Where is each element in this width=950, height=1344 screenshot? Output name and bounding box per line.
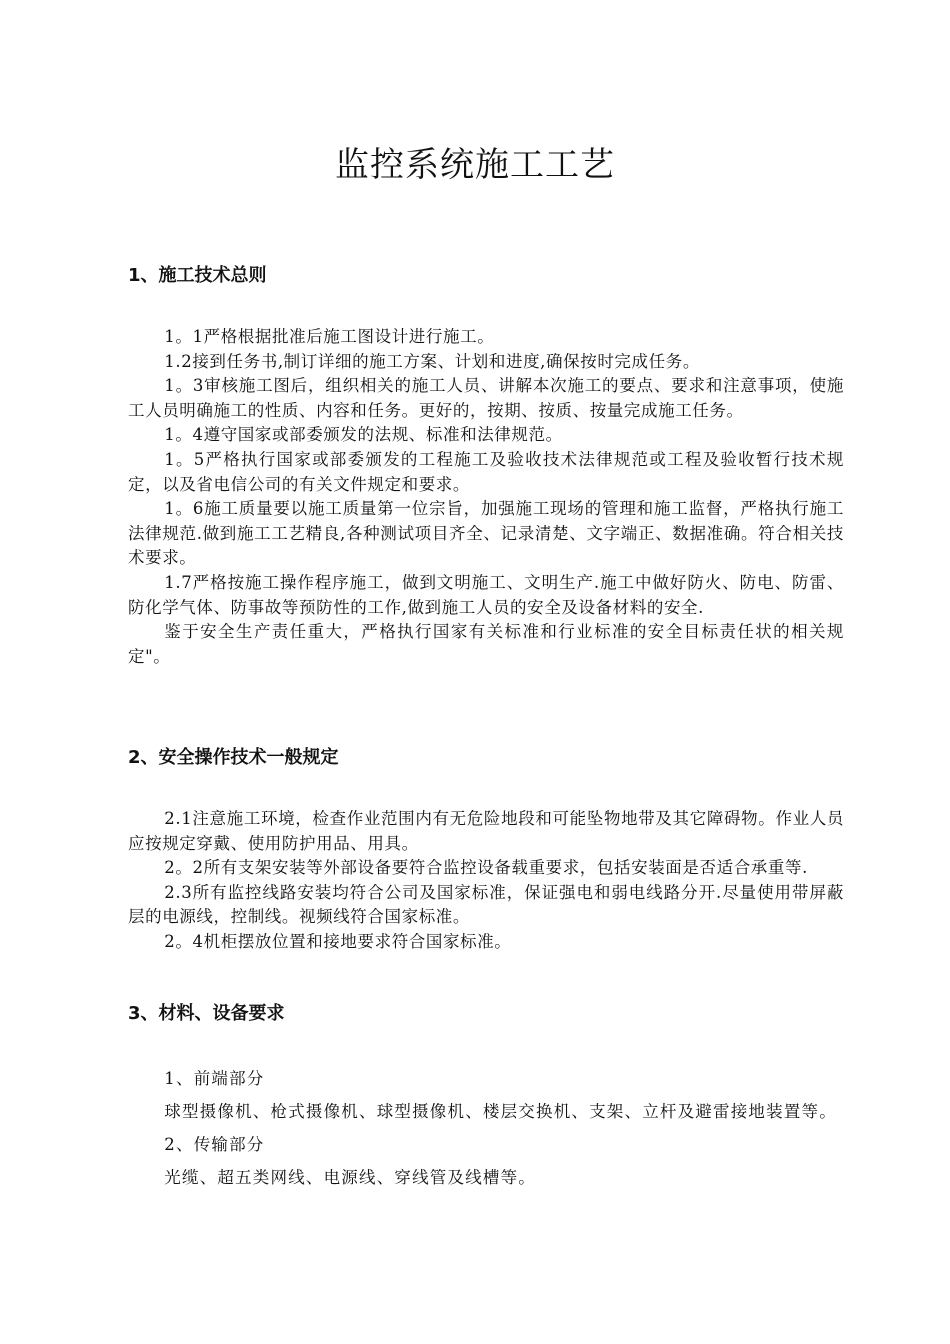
section-heading: 1、施工技术总则 <box>128 265 267 286</box>
section-heading: 3、材料、设备要求 <box>128 1003 285 1024</box>
document-title: 监控系统施工工艺 <box>335 145 615 185</box>
list-item: 光缆、超五类网线、电源线、穿线管及线槽等。 <box>164 1168 536 1187</box>
paragraph: 1。1严格根据批准后施工图设计进行施工。 <box>164 327 495 346</box>
paragraph: 1。5严格执行国家或部委颁发的工程施工及验收技术法律规范或工程及验收暂行技术规定，以及省电信公司的有关文件规定和要求。 <box>128 449 844 494</box>
paragraph: 鉴于安全生产责任重大，严格执行国家有关标准和行业标准的安全目标责任状的相关规定"。 <box>128 622 844 666</box>
paragraph: 2.1注意施工环境，检查作业范围内有无危险地段和可能坠物地带及其它障碍物。作业人员应按规定穿戴、使用防护用品、用具。 <box>128 809 844 853</box>
paragraph: 1。4遵守国家或部委颁发的法规、标准和法律规范。 <box>164 425 563 445</box>
paragraph: 2。4机柜摆放位置和接地要求符合国家标准。 <box>164 931 512 951</box>
list-item: 球型摄像机、枪式摄像机、球型摄像机、楼层交换机、支架、立杆及避雷接地装置等。 <box>164 1102 837 1121</box>
section-body <box>128 807 844 955</box>
paragraph: 1.2接到任务书,制订详细的施工方案、计划和进度,确保按时完成任务。 <box>164 351 700 371</box>
section-body <box>128 325 844 669</box>
paragraph: 2.3所有监控线路安装均符合公司及国家标准，保证强电和弱电线路分开.尽量使用带屏蔽层的电源线，控制线。视频线符合国家标准。 <box>128 882 844 927</box>
list-item: 1、前端部分 <box>164 1069 265 1088</box>
section-body <box>128 1062 844 1194</box>
paragraph: 1。3审核施工图后，组织相关的施工人员、讲解本次施工的要点、要求和注意事项，使施工人员明确施工的性质、内容和任务。更好的，按期、按质、按量完成施工任务。 <box>128 376 844 420</box>
paragraph: 1.7严格按施工操作程序施工，做到文明施工、文明生产.施工中做好防火、防电、防雷、防化学气体、防事故等预防性的工作,做到施工人员的安全及设备材料的安全. <box>128 572 844 617</box>
section-heading: 2、安全操作技术一般规定 <box>128 747 339 768</box>
list-item: 2、传输部分 <box>164 1135 265 1154</box>
paragraph: 1。6施工质量要以施工质量第一位宗旨，加强施工现场的管理和施工监督，严格执行施工法律规范.做到施工工艺精良,各种测试项目齐全、记录清楚、文字端正、数据准确。符合相关技术要求。 <box>128 499 844 568</box>
paragraph: 2。2所有支架安装等外部设备要符合监控设备载重要求，包括安装面是否适合承重等. <box>164 858 808 878</box>
